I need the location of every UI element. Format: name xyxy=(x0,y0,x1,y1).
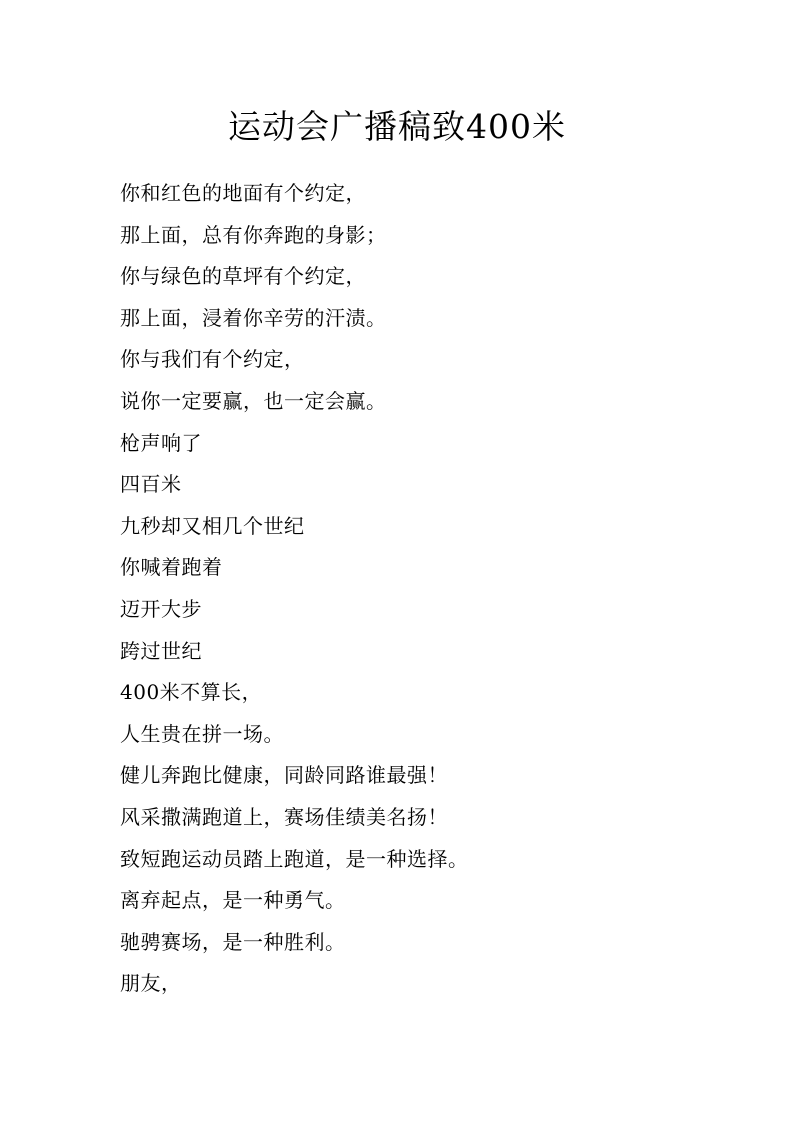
text-line: 跨过世纪 xyxy=(120,638,202,663)
text-line: 说你一定要赢，也一定会赢。 xyxy=(120,388,387,413)
text-line: 朋友， xyxy=(120,971,182,996)
text-line: 你与我们有个约定， xyxy=(120,347,305,372)
text-line: 离弃起点，是一种勇气。 xyxy=(120,888,346,913)
document-title: 运动会广播稿致400米 xyxy=(228,107,566,146)
text-line: 你喊着跑着 xyxy=(120,555,223,580)
text-line: 人生贵在拼一场。 xyxy=(120,721,284,746)
text-line: 你与绿色的草坪有个约定， xyxy=(120,264,366,289)
text-line: 驰骋赛场，是一种胜利。 xyxy=(120,929,346,954)
text-line: 400米不算长， xyxy=(120,680,263,705)
document-body xyxy=(120,176,720,1008)
text-line: 那上面，总有你奔跑的身影； xyxy=(120,222,387,247)
text-line: 你和红色的地面有个约定， xyxy=(120,181,366,205)
text-line: 迈开大步 xyxy=(120,596,202,621)
text-line: 风采撒满跑道上，赛场佳绩美名扬！ xyxy=(120,804,448,829)
text-line: 健儿奔跑比健康，同龄同路谁最强！ xyxy=(120,763,448,788)
text-line: 九秒却又相几个世纪 xyxy=(120,513,305,538)
text-line: 四百米 xyxy=(120,472,182,497)
text-line: 枪声响了 xyxy=(120,430,202,455)
text-line: 致短跑运动员踏上跑道，是一种选择。 xyxy=(120,846,469,871)
text-line: 那上面，浸着你辛劳的汗渍。 xyxy=(120,305,387,330)
